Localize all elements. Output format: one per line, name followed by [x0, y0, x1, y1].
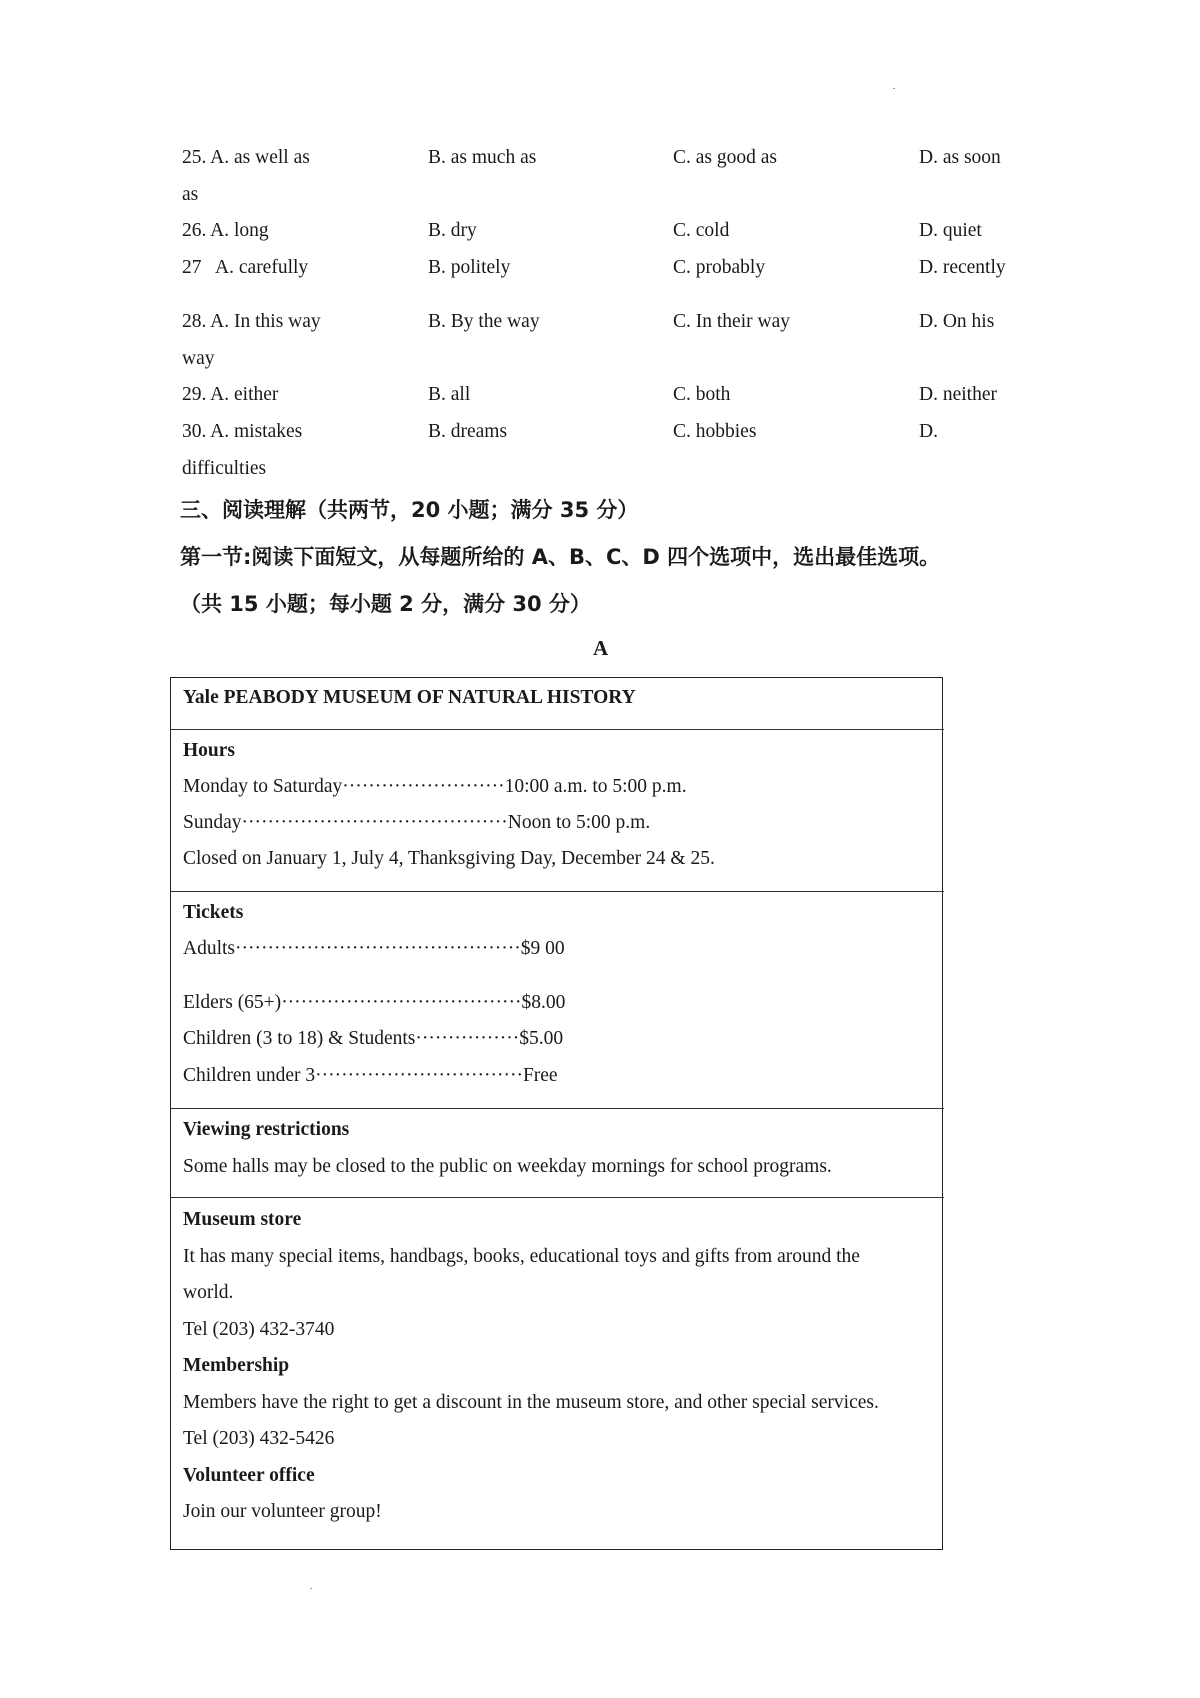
store-tel: Tel (203) 432-3740 — [183, 1319, 335, 1340]
volunteer-text: Join our volunteer group! — [183, 1501, 382, 1522]
option-26-a: 26. A. long — [182, 220, 269, 241]
hours-weekday-label: Monday to Saturday — [183, 776, 343, 797]
scan-speck-top — [893, 88, 895, 89]
ticket-under3-price: Free — [522, 1065, 558, 1086]
dot-leader: ········································· — [241, 812, 508, 833]
option-25-c: C. as good as — [673, 147, 777, 168]
passage-label: A — [593, 636, 609, 660]
option-28-b: B. By the way — [428, 311, 540, 332]
option-27-c: C. probably — [673, 257, 766, 278]
dot-leader: ························· — [342, 776, 505, 797]
dot-leader: ····································· — [281, 992, 522, 1013]
option-25-b: B. as much as — [428, 147, 537, 168]
option-29-a: 29. A. either — [182, 384, 279, 405]
hours-closed: Closed on January 1, July 4, Thanksgiving Day, December 24 & 25. — [183, 848, 715, 869]
membership-tel: Tel (203) 432-5426 — [183, 1428, 335, 1449]
ticket-adults-price: $9 00 — [520, 938, 565, 959]
dot-leader: ································ — [315, 1065, 523, 1086]
divider-after-tickets — [171, 1108, 944, 1109]
option-30-b: B. dreams — [428, 421, 508, 442]
part-instruction: 第一节:阅读下面短文，从每题所给的 A、B、C、D 四个选项中，选出最佳选项。 — [180, 545, 941, 569]
hours-sunday-label: Sunday — [183, 812, 242, 833]
ticket-under3-label: Children under 3 — [183, 1065, 316, 1086]
option-26-d: D. quiet — [919, 220, 982, 241]
hours-sunday-value: Noon to 5:00 p.m. — [507, 812, 651, 833]
hours-heading: Hours — [183, 740, 236, 761]
option-29-b: B. all — [428, 384, 471, 405]
hours-sunday — [183, 811, 650, 835]
divider-after-hours — [171, 891, 944, 892]
option-25-a-continued: as — [182, 184, 199, 205]
ticket-elders-label: Elders (65+) — [183, 992, 282, 1013]
tickets-heading: Tickets — [183, 902, 244, 923]
option-30-a-continued: difficulties — [182, 458, 267, 479]
option-30-c: C. hobbies — [673, 421, 757, 442]
option-30-a: 30. A. mistakes — [182, 421, 303, 442]
section-heading: 三、阅读理解（共两节，20 小题；满分 35 分） — [180, 498, 639, 522]
dot-leader: ················ — [415, 1028, 520, 1049]
viewing-heading: Viewing restrictions — [183, 1119, 350, 1140]
option-26-c: C. cold — [673, 220, 730, 241]
option-25-d: D. as soon — [919, 147, 1001, 168]
hours-weekday — [183, 775, 687, 799]
ticket-elders — [183, 991, 565, 1015]
volunteer-heading: Volunteer office — [183, 1465, 315, 1486]
ticket-children-label: Children (3 to 18) & Students — [183, 1028, 416, 1049]
store-text-line1: It has many special items, handbags, books, educational toys and gifts from around the — [183, 1246, 860, 1267]
ticket-adults — [183, 937, 565, 961]
divider-after-viewing — [171, 1197, 944, 1198]
divider-after-title — [171, 729, 944, 730]
option-27-a: 27 A. carefully — [182, 257, 309, 278]
store-heading: Museum store — [183, 1209, 302, 1230]
option-30-d: D. — [919, 421, 938, 442]
museum-info-box — [170, 677, 943, 1550]
option-28-c: C. In their way — [673, 311, 790, 332]
option-26-b: B. dry — [428, 220, 477, 241]
scan-speck-bottom — [310, 1588, 312, 1589]
membership-heading: Membership — [183, 1355, 290, 1376]
part-scoring: （共 15 小题；每小题 2 分，满分 30 分） — [180, 592, 591, 616]
option-27-b: B. politely — [428, 257, 511, 278]
museum-title: Yale PEABODY MUSEUM OF NATURAL HISTORY — [183, 687, 636, 708]
option-28-a-continued: way — [182, 348, 215, 369]
store-text-line2: world. — [183, 1282, 234, 1303]
ticket-children-price: $5.00 — [519, 1028, 564, 1049]
hours-weekday-value: 10:00 a.m. to 5:00 p.m. — [504, 776, 687, 797]
dot-leader: ············································ — [235, 938, 521, 959]
option-29-d: D. neither — [919, 384, 997, 405]
option-25-a: 25. A. as well as — [182, 147, 310, 168]
option-29-c: C. both — [673, 384, 731, 405]
option-28-a: 28. A. In this way — [182, 311, 321, 332]
membership-text: Members have the right to get a discount in the museum store, and other special services. — [183, 1392, 879, 1413]
ticket-elders-price: $8.00 — [521, 992, 566, 1013]
viewing-text: Some halls may be closed to the public on weekday mornings for school programs. — [183, 1156, 832, 1177]
option-27-d: D. recently — [919, 257, 1006, 278]
ticket-adults-label: Adults — [183, 938, 236, 959]
ticket-children — [183, 1027, 563, 1051]
ticket-under3 — [183, 1064, 558, 1088]
option-28-d: D. On his — [919, 311, 995, 332]
